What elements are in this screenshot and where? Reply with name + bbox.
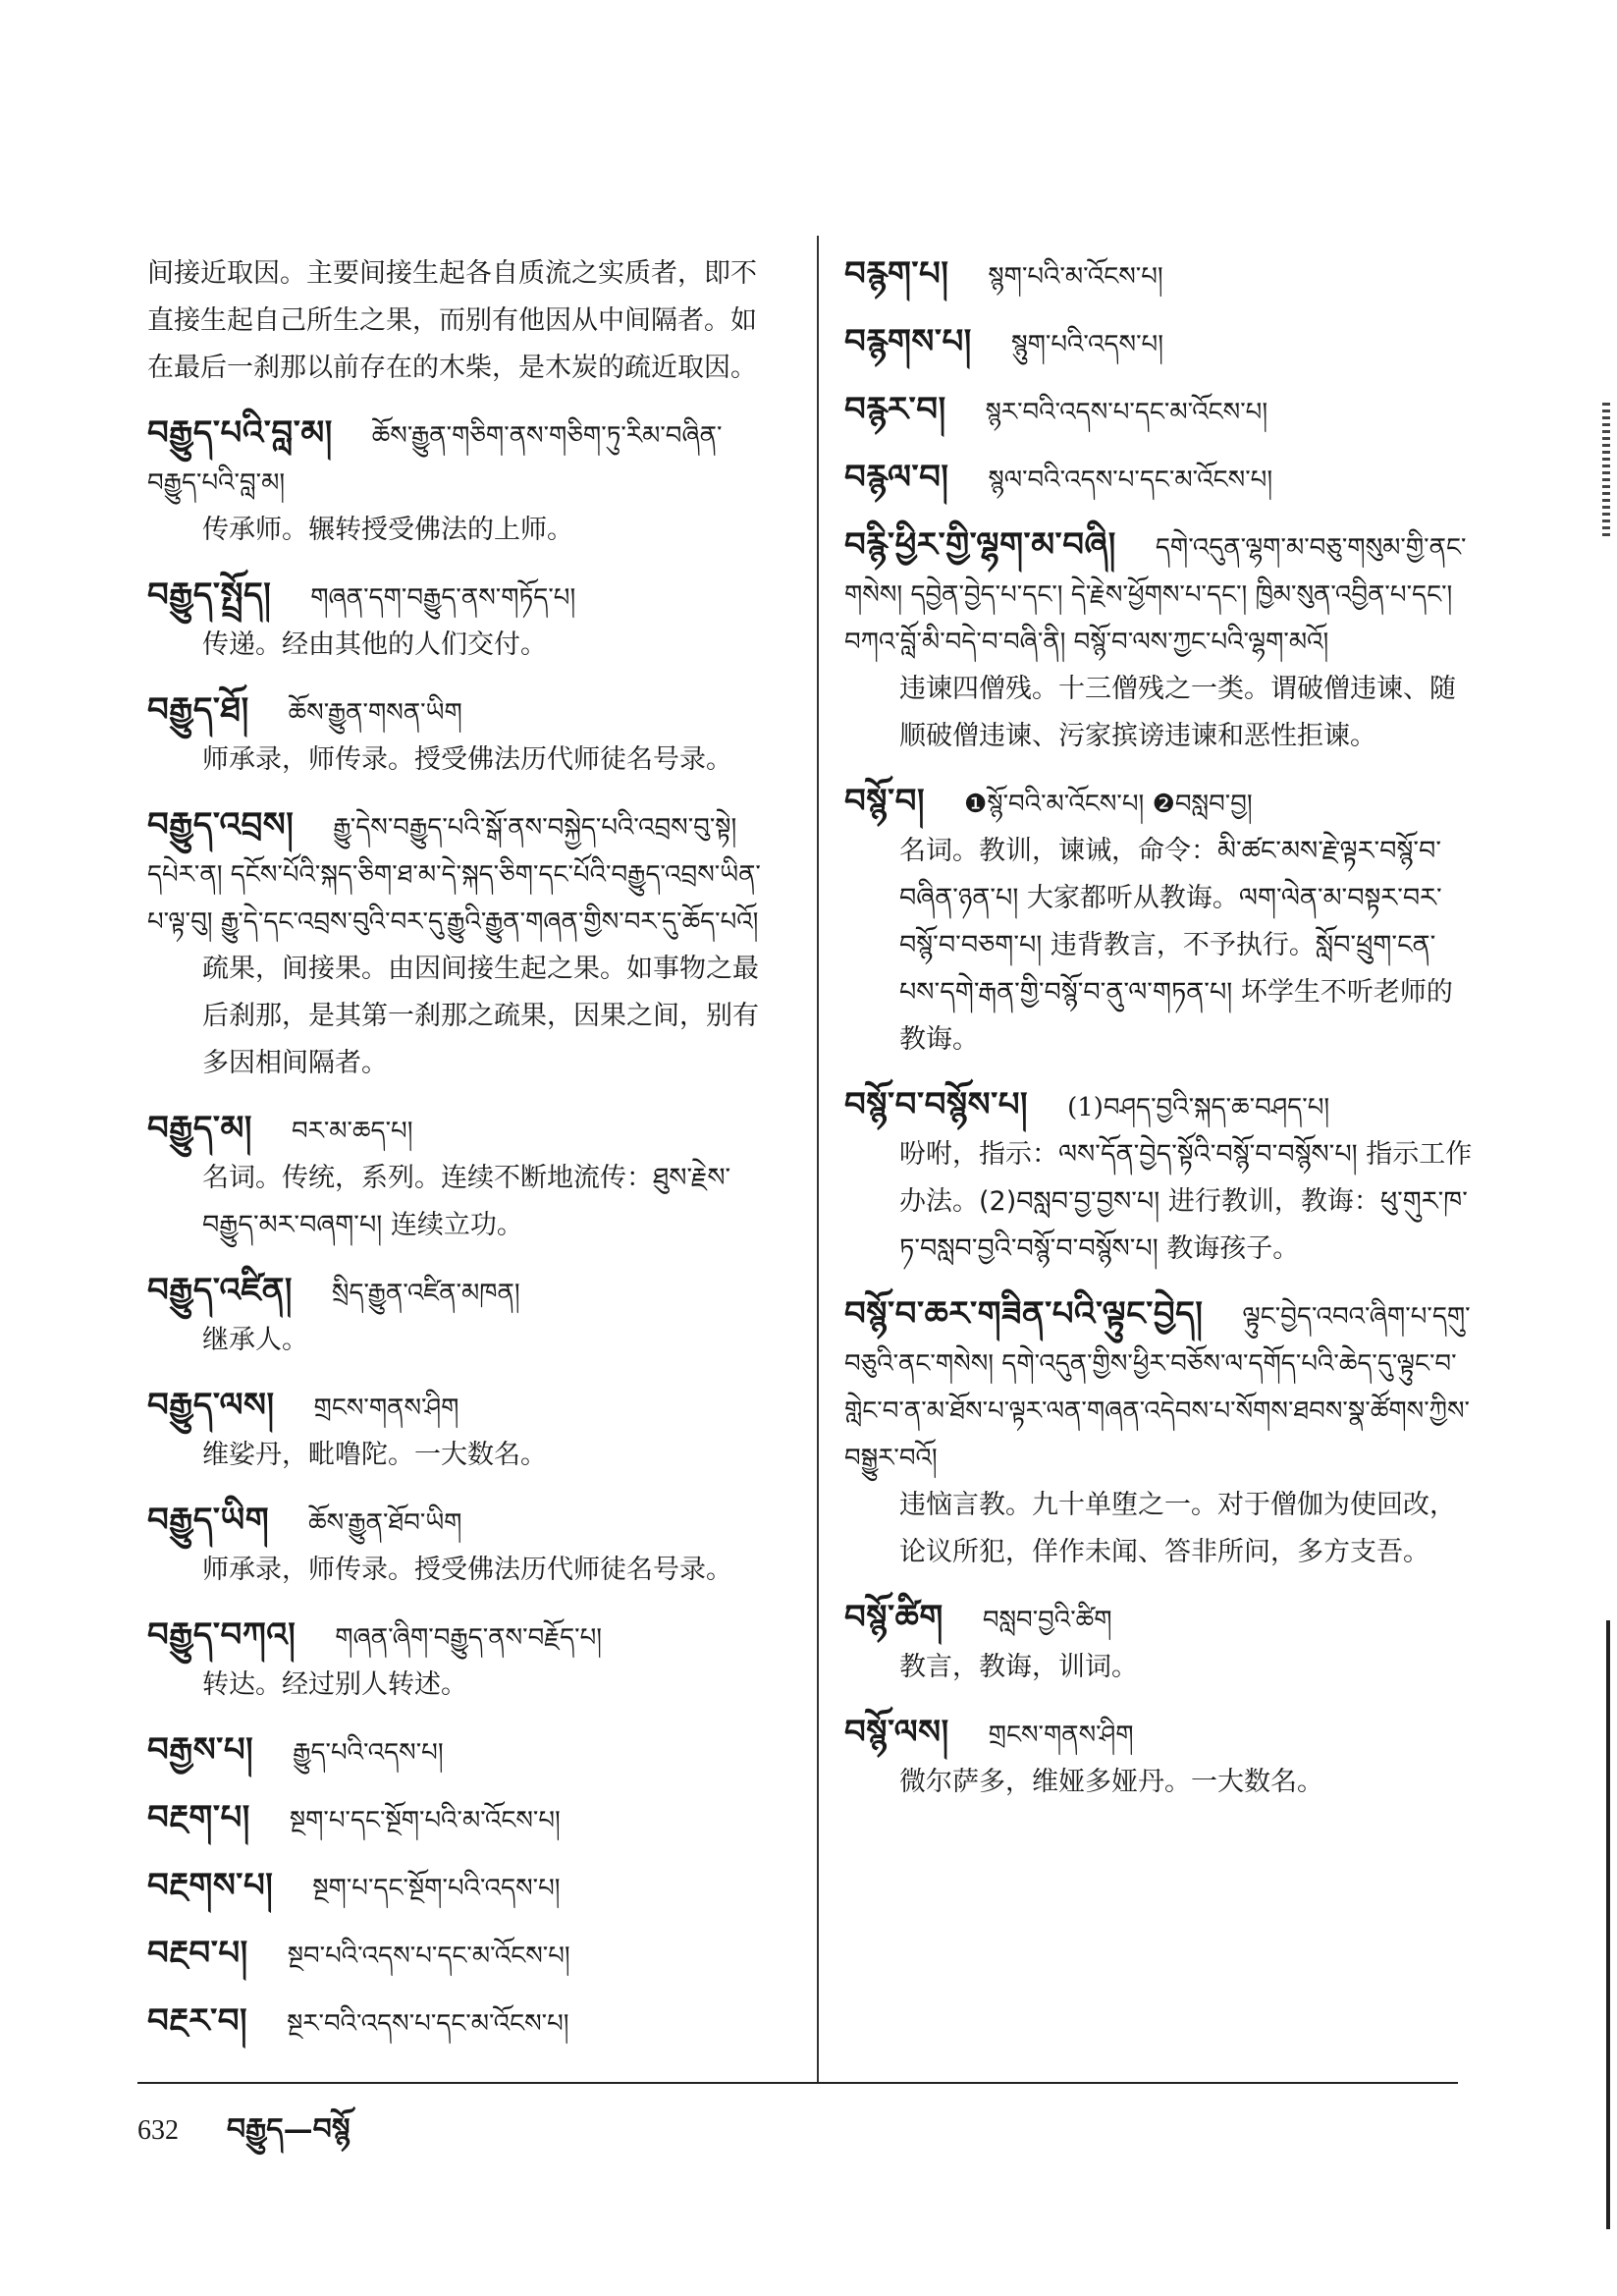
page-footer bbox=[137, 2097, 350, 2179]
dictionary-entry bbox=[844, 778, 1473, 1064]
dictionary-entry bbox=[147, 1612, 776, 1709]
dictionary-entry bbox=[147, 1726, 776, 1777]
dictionary-entry bbox=[147, 1930, 776, 1980]
margin-rule bbox=[1606, 1620, 1610, 2229]
chinese-definition: 疏果，间接果。由因间接生起之果。如事物之最后刹那，是其第一刹那之疏果，因果之间，别有多因相间隔者。 bbox=[202, 954, 759, 1078]
tibetan-definition: (1)བཤད་བྱའི་སྐད་ཆ་བཤད་པ། bbox=[1067, 1093, 1330, 1122]
tibetan-definition: སྔག་པ་དང་སྔོག་པའི་འདས་པ། bbox=[312, 1874, 561, 1903]
headword: བསྙོ་བ་བསྙོས་པ། bbox=[844, 1085, 1029, 1124]
continued-definition: 间接近取因。主要间接生起各自质流之实质者，即不直接生起自己所生之果，而别有他因从中间隔者。如在最后一刹那以前存在的木柴，是木炭的疏近取因。 bbox=[147, 258, 757, 383]
chinese-definition: 违恼言教。九十单堕之一。对于僧伽为使回改，论议所犯，佯作未闻、答非所问，多方支吾。 bbox=[899, 1490, 1456, 1567]
headword: བརྒྱུད་ཡིག bbox=[147, 1501, 270, 1540]
tibetan-definition: སྲིད་རྒྱུན་འཛིན་མཁན། bbox=[331, 1279, 520, 1308]
dictionary-entry bbox=[147, 1105, 776, 1249]
headword: བསྙོ་བ། bbox=[844, 782, 926, 821]
dictionary-entry bbox=[844, 521, 1473, 760]
dictionary-entry bbox=[147, 1267, 776, 1364]
tibetan-definition: ཆོས་རྒྱུན་ཐོབ་ཡིག bbox=[308, 1508, 462, 1538]
headword: བརྔག་པ། bbox=[147, 1798, 250, 1837]
headword: བརྙག་པ། bbox=[844, 254, 949, 294]
dictionary-entry bbox=[147, 572, 776, 669]
dictionary-entry bbox=[147, 1382, 776, 1479]
tibetan-definition: ❶སྙོ་བའི་མ་འོངས་པ། ❷བསླབ་བྱ། bbox=[964, 790, 1253, 819]
tibetan-definition: གྲངས་གནས་ཤིག bbox=[313, 1394, 459, 1423]
tibetan-definition: སྔར་བའི་འདས་པ་དང་མ་འོངས་པ། bbox=[287, 2009, 569, 2039]
chinese-definition: 师承录，师传录。授受佛法历代师徒名号录。 bbox=[202, 1555, 732, 1585]
chinese-definition: 教言，教诲，训词。 bbox=[899, 1652, 1138, 1682]
chinese-definition: 维娑丹，毗噜陀。一大数名。 bbox=[202, 1440, 547, 1470]
dictionary-entry bbox=[147, 1794, 776, 1844]
headword: བརྒྱུད་འབྲས། bbox=[147, 805, 295, 845]
tibetan-definition: སྙལ་བའི་འདས་པ་དང་མ་འོངས་པ། bbox=[988, 465, 1273, 495]
dictionary-entry bbox=[844, 1290, 1473, 1576]
chinese-definition: 继承人。 bbox=[202, 1325, 308, 1355]
headword: བརྒྱུད་པའི་བླ་མ། bbox=[147, 413, 333, 453]
tibetan-definition: སྙར་བའི་འདས་པ་དང་མ་འོངས་པ། bbox=[985, 398, 1268, 427]
tibetan-definition: དགེ་འདུན་ལྷག་མ་བཅུ་གསུམ་གྱི་ནང་གསེས། དབྱེན་བྱེད་པ་དང་། དེ་རྗེས་ཕྱོགས་པ་དང་། ཁྱིམ་སུན་འབྱིན་པ་དང་། བཀའ་བློ་མི་བདེ་བ་བཞི་ནི། བསྙོ་བ་ལས་ཀྱང་པའི་ལྷག་མའོ། bbox=[844, 533, 1467, 657]
tibetan-definition: གཞན་དག་བརྒྱུད་ནས་གཏོད་པ། bbox=[310, 583, 576, 613]
headword: བརྒྱུད་བཀའ། bbox=[147, 1615, 296, 1655]
headword: བརྒྱུད་ཐོ། bbox=[147, 690, 249, 730]
dictionary-entry bbox=[844, 1594, 1473, 1691]
headword: བརྒྱུད་འཛིན། bbox=[147, 1271, 293, 1310]
dictionary-entry bbox=[844, 250, 1473, 301]
headword: བརྙགས་པ། bbox=[844, 322, 972, 361]
tibetan-definition: བར་མ་ཆད་པ། bbox=[291, 1117, 413, 1146]
dictionary-entry bbox=[844, 1081, 1473, 1273]
tibetan-definition: སྙག་པའི་མ་འོངས་པ། bbox=[988, 262, 1163, 292]
page-number: 632 bbox=[137, 2115, 179, 2146]
dictionary-entry bbox=[147, 1497, 776, 1594]
dictionary-entry bbox=[844, 318, 1473, 368]
dictionary-entry bbox=[147, 1997, 776, 2048]
headword: བརྒྱུད་མ། bbox=[147, 1109, 252, 1148]
chinese-definition: 名词。传统，系列。连续不断地流传：ཐུས་རྗེས་བརྒྱུད་མར་བཞག་པ། 连续立功。 bbox=[202, 1163, 731, 1240]
chinese-definition: 微尔萨多，维娅多娅丹。一大数名。 bbox=[899, 1767, 1323, 1797]
tibetan-definition: ཆོས་རྒྱུན་གཅིག་ནས་གཅིག་ཏུ་རིམ་བཞིན་བརྒྱུད་པའི་བླ་མ། bbox=[147, 421, 723, 498]
right-column bbox=[844, 250, 1473, 1824]
column-divider bbox=[817, 236, 819, 2082]
headword: བརྒྱུད་སྤྲོད། bbox=[147, 575, 272, 615]
chinese-definition: 违谏四僧残。十三僧残之一类。谓破僧违谏、随顺破僧违谏、污家摈谤违谏和恶性拒谏。 bbox=[899, 674, 1456, 751]
chinese-definition: 传承师。辗转授受佛法的上师。 bbox=[202, 515, 573, 545]
tibetan-definition: ཆོས་རྒྱུན་གསན་ཡིག bbox=[288, 698, 462, 728]
chinese-definition: 传递。经由其他的人们交付。 bbox=[202, 629, 547, 660]
tibetan-definition: རྒྱུད་པའི་འདས་པ། bbox=[293, 1738, 444, 1768]
chinese-definition: 师承录，师传录。授受佛法历代师徒名号录。 bbox=[202, 744, 732, 775]
margin-mark bbox=[1602, 403, 1610, 540]
dictionary-entry bbox=[147, 686, 776, 784]
tibetan-definition: སྙུག་པའི་འདས་པ། bbox=[1010, 330, 1163, 359]
chinese-definition: 名词。教训，谏诫，命令：མི་ཚང་མས་རྗེ་ལྟར་བསྙོ་བ་བཞིན་ཉན་པ། 大家都听从教诲。ལག་ལེན་མ་བསྟར་བར་བསྙོ་བ་བཅག་པ། 违背教言，不予执行。སློབ་ཕྲུག་ངན་པས་དགེ་རྒན་གྱི་བསྙོ་བ་ནུ་ལ་གཏན་པ། 坏学生不听老师的教诲。 bbox=[899, 836, 1453, 1055]
left-column bbox=[147, 250, 776, 2065]
tibetan-definition: ལྟུང་བྱེད་འབའ་ཞིག་པ་དགུ་བཅུའི་ནང་གསེས། དགེ་འདུན་གྱིས་ཕྱིར་བཅོས་ལ་དགོད་པའི་ཆེད་དུ་ལྟུང་བ་གླེང་བ་ན་མ་ཐོས་པ་ལྟར་ལན་གཞན་འདེབས་པ་སོགས་ཐབས་སྣ་ཚོགས་ཀྱིས་བསྒྱུར་བའོ། bbox=[844, 1302, 1471, 1473]
tibetan-definition: གྲངས་གནས་ཤིག bbox=[988, 1721, 1134, 1750]
headword: བརྒྱུད་ལས། bbox=[147, 1386, 275, 1425]
tibetan-definition: བསླབ་བྱའི་ཚིག bbox=[982, 1606, 1112, 1635]
headword: བརྔགས་པ། bbox=[147, 1866, 274, 1905]
headword: བརྔར་བ། bbox=[147, 2001, 248, 2041]
headword: བསྙོ་བ་ཆར་གཟིན་པའི་ལྟུང་བྱེད། bbox=[844, 1294, 1204, 1334]
headword: བརྙར་བ། bbox=[844, 390, 946, 429]
dictionary-entry bbox=[147, 410, 776, 554]
headword: བརྔབ་པ། bbox=[147, 1934, 248, 1973]
headword: བསྙོ་ཚིག bbox=[844, 1598, 943, 1637]
headword: བསྙོ་ལས། bbox=[844, 1713, 949, 1752]
headword: བརྙལ་བ། bbox=[844, 458, 949, 497]
headword: བརྒྱས་པ། bbox=[147, 1730, 254, 1770]
footer-rule bbox=[137, 2082, 1458, 2084]
dictionary-entry bbox=[147, 801, 776, 1087]
dictionary-entry bbox=[844, 454, 1473, 504]
tibetan-definition: སྔག་པ་དང་སྔོག་པའི་མ་འོངས་པ། bbox=[289, 1806, 561, 1835]
tibetan-definition: གཞན་ཞིག་བརྒྱུད་ནས་བརྗོད་པ། bbox=[335, 1623, 603, 1653]
tibetan-definition: སྔབ་པའི་འདས་པ་དང་མ་འོངས་པ། bbox=[287, 1941, 570, 1971]
tibetan-definition: རྒྱུ་དེས་བརྒྱུད་པའི་སྒོ་ནས་བསྐྱེད་པའི་འབྲས་བུ་སྟེ། དཔེར་ན། དངོས་པོའི་སྐད་ཅིག་ཐ་མ་དེ་སྐད་ཅིག་དང་པོའི་བརྒྱུད་འབྲས་ཡིན་པ་ལྟ་བུ། རྒྱུ་དེ་དང་འབྲས་བུའི་བར་དུ་རྒྱུའི་རྒྱུན་གཞན་གྱིས་བར་དུ་ཆོད་པའོ། bbox=[147, 813, 761, 937]
chinese-definition: 转达。经过别人转述。 bbox=[202, 1669, 467, 1700]
dictionary-entry bbox=[147, 1862, 776, 1912]
dictionary-entry bbox=[844, 386, 1473, 436]
chinese-definition: 吩咐，指示：ལས་དོན་བྱེད་སྟོའི་བསྙོ་བ་བསྙོས་པ། 指示工作办法。(2)བསླབ་བྱ་བྱས་པ། 进行教训，教诲：ཕུ་གུར་ཁ་ཏ་བསླབ་བྱའི་བསྙོ་བ་བསྙོས་པ། 教诲孩子。 bbox=[899, 1139, 1473, 1264]
dictionary-entry bbox=[844, 1709, 1473, 1806]
headword: བརྙི་ཕྱིར་གྱི་ལྷག་མ་བཞི། bbox=[844, 525, 1116, 565]
headword-range: བརྒྱུད—བསྙོ bbox=[226, 2112, 350, 2147]
